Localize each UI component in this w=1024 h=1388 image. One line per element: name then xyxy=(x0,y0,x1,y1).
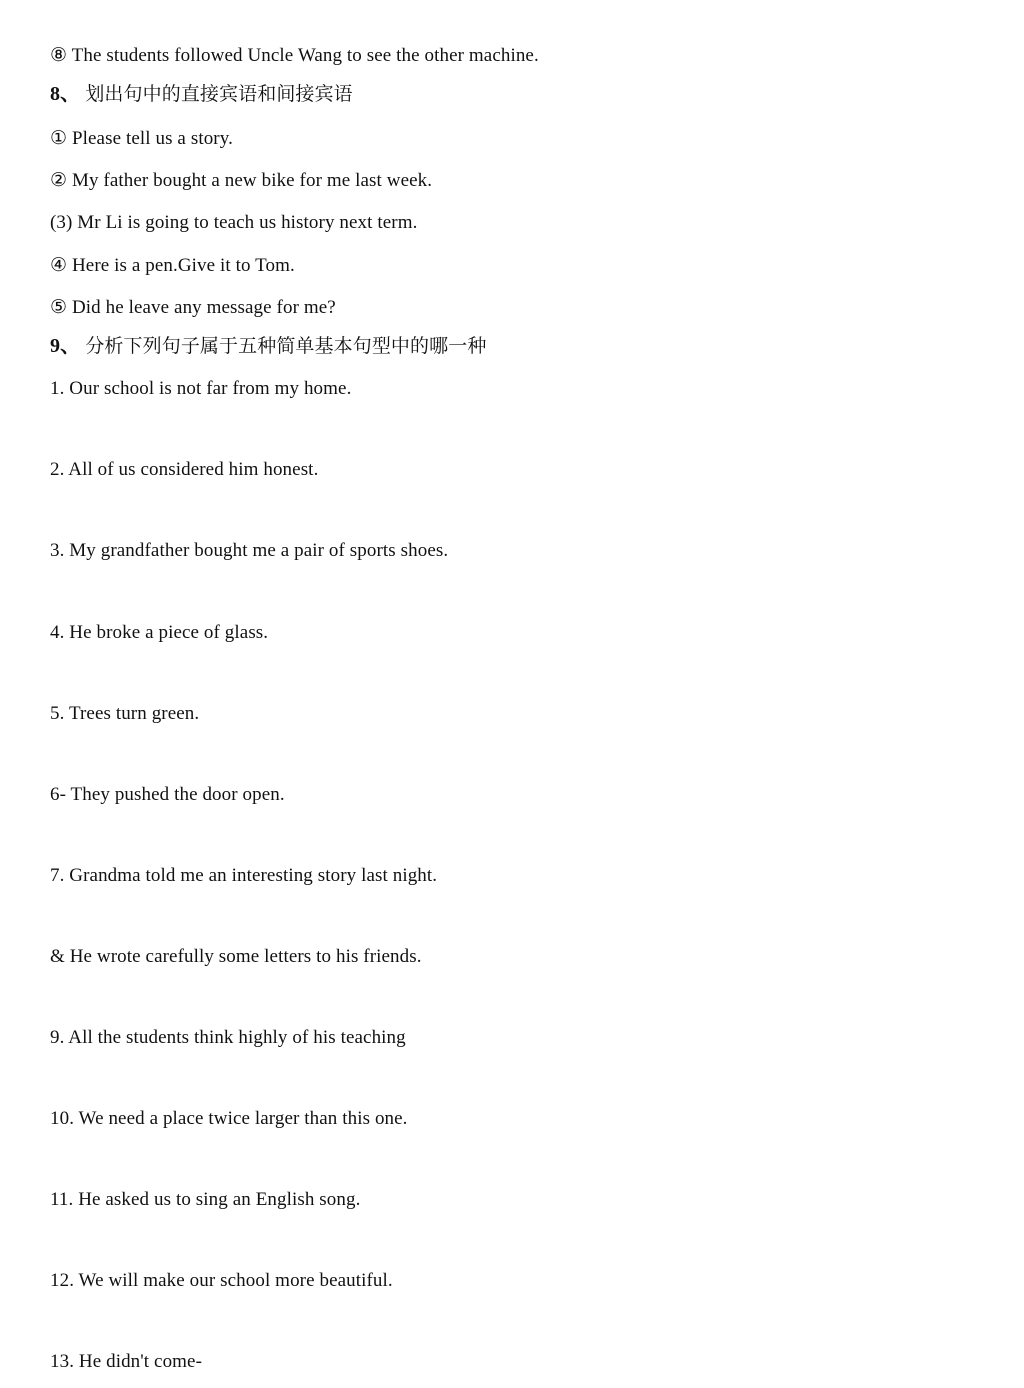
sentence-item: 5. Trees turn green. xyxy=(50,703,200,724)
sentence-item: 12. We will make our school more beautiful. xyxy=(50,1270,393,1291)
sentence-item: 9. All the students think highly of his teaching xyxy=(50,1027,406,1048)
sentence-item: 2. All of us considered him honest. xyxy=(50,459,319,480)
sentence-item: 4. He broke a piece of glass. xyxy=(50,622,269,643)
sentence-item: 11. He asked us to sing an English song. xyxy=(50,1189,361,1210)
exercise-item: ② My father bought a new bike for me last week. xyxy=(50,170,433,191)
sentence-item: 7. Grandma told me an interesting story last night. xyxy=(50,865,438,886)
exercise-item: ⑤ Did he leave any message for me? xyxy=(50,297,336,318)
sentence-item: & He wrote carefully some letters to his friends. xyxy=(50,946,422,967)
sentence-item: 13. He didn't come- xyxy=(50,1351,203,1372)
section-title: 分析下列句子属于五种简单基本句型中的哪一种 xyxy=(85,335,487,357)
sentence-item: 1. Our school is not far from my home. xyxy=(50,378,352,399)
section-number: 9、 xyxy=(50,335,81,357)
sentence-item: 6- They pushed the door open. xyxy=(50,784,285,805)
exercise-item: ④ Here is a pen.Give it to Tom. xyxy=(50,255,295,276)
section-heading-8 xyxy=(50,82,353,106)
section-heading-9 xyxy=(50,334,486,358)
exercise-item: ① Please tell us a story. xyxy=(50,128,233,149)
exercise-item: (3) Mr Li is going to teach us history next term. xyxy=(50,212,418,233)
sentence-item: 3. My grandfather bought me a pair of sports shoes. xyxy=(50,540,449,561)
section-number: 8、 xyxy=(50,83,81,105)
sentence-item: 10. We need a place twice larger than this one. xyxy=(50,1108,408,1129)
section-title: 划出句中的直接宾语和间接宾语 xyxy=(85,83,353,105)
exercise-item: ⑧ The students followed Uncle Wang to see the other machine. xyxy=(50,45,539,66)
